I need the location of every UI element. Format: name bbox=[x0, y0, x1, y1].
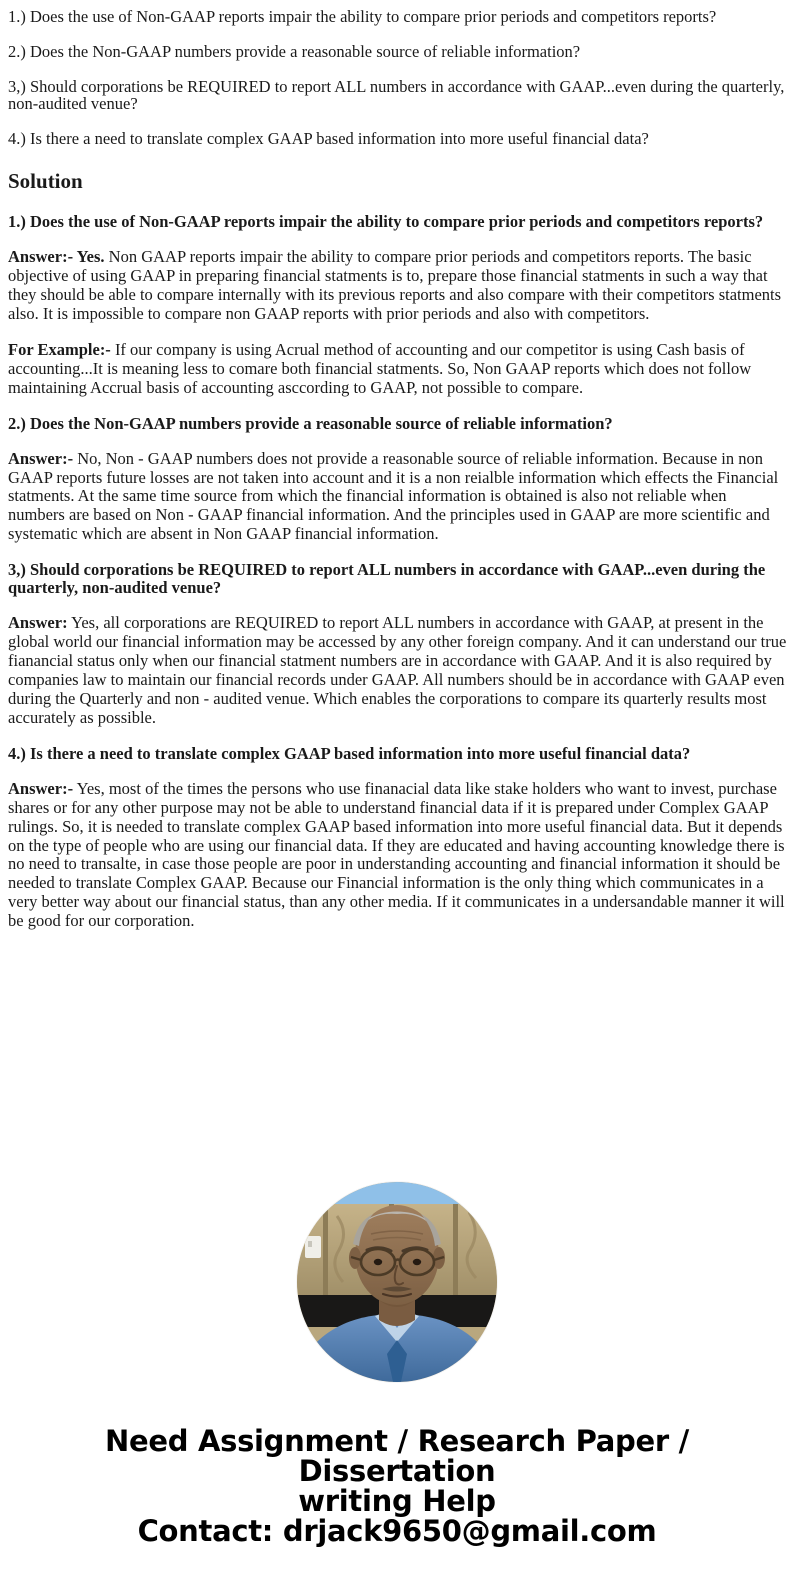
profile-photo-icon bbox=[297, 1182, 497, 1382]
avatar-container bbox=[0, 1182, 794, 1382]
answer-heading-3: 3,) Should corporations be REQUIRED to report ALL numbers in accordance with GAAP...even during the quarterly, non-audited venue? bbox=[8, 560, 766, 598]
promo-block bbox=[0, 1426, 794, 1547]
answer-heading-2: 2.) Does the Non-GAAP numbers provide a reasonable source of reliable information? bbox=[8, 413, 613, 433]
question-1: 1.) Does the use of Non-GAAP reports impair the ability to compare prior periods and competitors reports? bbox=[8, 7, 717, 26]
blank-space bbox=[0, 948, 794, 1180]
answer-heading-4: 4.) Is there a need to translate complex GAAP based information into more useful financial data? bbox=[8, 743, 691, 763]
answer-lead-1: Answer:- Yes. bbox=[8, 247, 105, 267]
promo-line-2: writing Help bbox=[298, 1484, 496, 1519]
question-2: 2.) Does the Non-GAAP numbers provide a reasonable source of reliable information? bbox=[8, 41, 581, 61]
solution-heading: Solution bbox=[8, 169, 83, 194]
question-4: 4.) Is there a need to translate complex GAAP based information into more useful financial data? bbox=[8, 129, 649, 149]
question-3: 3,) Should corporations be REQUIRED to report ALL numbers in accordance with GAAP...even during the quarterly, non-audited venue? bbox=[8, 76, 785, 114]
example-paragraph-1 bbox=[8, 341, 787, 398]
answer-text-2: No, Non - GAAP numbers does not provide a reasonable source of reliable information. Because in non GAAP reports future losses are not taken into account and it is a non reialble information which effects the Financial statments. At the same time source from which the financial information is obtained is also not reliable when numbers are based on Non - GAAP financial information. And the principles used in GAAP are more scientific and systematic which are absent in Non GAAP financial information. bbox=[8, 448, 779, 544]
answer-text-1: Non GAAP reports impair the ability to compare prior periods and competitors reports. The basic objective of using GAAP in preparing financial statments is to, prepare those financial statments in such a way that they should be able to compare internally with its previous reports and also compare with their competitors statments also. It is impossible to compare non GAAP reports with prior periods and also with competitors. bbox=[8, 247, 782, 323]
answer-paragraph-3 bbox=[8, 614, 787, 727]
answer-lead-3: Answer: bbox=[8, 613, 68, 633]
answer-heading-1: 1.) Does the use of Non-GAAP reports impair the ability to compare prior periods and competitors reports? bbox=[8, 212, 764, 232]
example-text-1: If our company is using Acrual method of accounting and our competitor is using Cash basis of accounting...It is meaning less to comare both financial statments. So, Non GAAP reports which does not follow maintaining Accrual basis of accounting asccording to GAAP, not possible to compare. bbox=[8, 339, 752, 397]
answer-paragraph-2 bbox=[8, 450, 787, 544]
bottom-space bbox=[0, 1547, 794, 1577]
answer-text-4: Yes, most of the times the persons who use finanacial data like stake holders who want to invest, purchase shares or for any other purpose may not be able to understand financial data if it is prepared under Complex GAAP rulings. So, it is needed to translate complex GAAP based information into more useful financial data. But it depends on the type of people who are using our financial data. If they are educated and having accounting knowledge there is no need to transalte, in case those people are poor in understanding accounting and financial information it should be needed to translate Complex GAAP. Because our Financial information is the only thing which communicates in a very better way about our financial status, than any other media. If it communicates in a undersandable manner it will be good for our corporation. bbox=[8, 778, 785, 931]
answer-paragraph-1 bbox=[8, 248, 787, 324]
answer-lead-4: Answer:- bbox=[8, 778, 74, 798]
answer-text-3: Yes, all corporations are REQUIRED to report ALL numbers in accordance with GAAP, at present in the global world our financial information may be accessed by any other foreign company. And it can understand our true fianancial status only when our financial statment numbers are in accordance with GAAP. And it is also required by companies law to maintain our financial records under GAAP. All numbers should be in accordance with GAAP even during the Quarterly and non - audited venue. Which enables the corporations to compare its quarterly results most accurately as possible. bbox=[8, 613, 787, 727]
answer-lead-2: Answer:- bbox=[8, 448, 74, 468]
promo-line-1: Need Assignment / Research Paper / Dissertation bbox=[105, 1424, 689, 1489]
answer-paragraph-4 bbox=[8, 780, 787, 931]
promo-line-3: Contact: drjack9650@gmail.com bbox=[137, 1514, 657, 1549]
avatar bbox=[297, 1182, 497, 1382]
example-lead-1: For Example:- bbox=[8, 339, 111, 359]
